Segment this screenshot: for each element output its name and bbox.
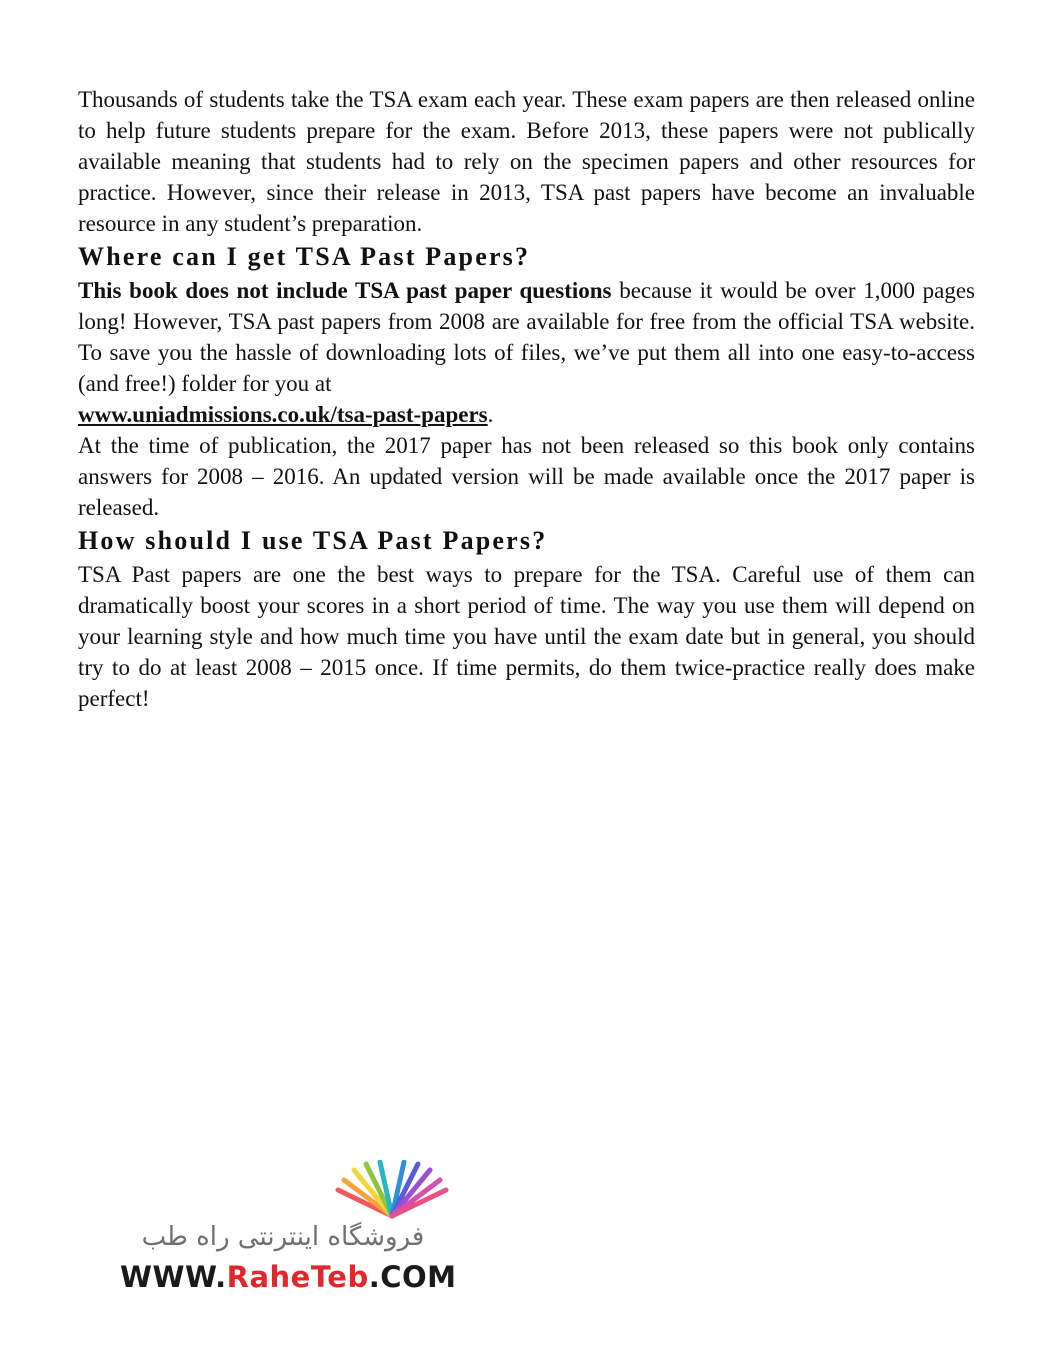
past-papers-link[interactable]: www.uniadmissions.co.uk/tsa-past-papers [78,402,488,427]
section-heading-where: Where can I get TSA Past Papers? [78,242,531,271]
rahetb-watermark [118,1160,457,1300]
publication-note-paragraph: At the time of publication, the 2017 paper has not been released so this book only contains answers for 2008 – 2016. An updated version will be made available once the 2017 paper is released. [78,433,975,520]
link-trailing-punct: . [487,402,494,427]
watermark-url-brand: RaheTeb [226,1260,369,1294]
watermark-url [120,1260,457,1294]
open-book-rainbow-icon [332,1160,452,1220]
section2-paragraph: TSA Past papers are one the best ways to prepare for the TSA. Careful use of them can dramatically boost your scores in a short period of time. The way you use them will depend on your learning style and how much time you have until the exam date but in general, you should try to do at least 2008 – 2015 once. If time permits, do them twice-practice really does make perfect! [78,562,975,711]
section1-paragraph [78,275,975,430]
watermark-persian-text: فروشگاه اینترنتی راه طب [141,1222,425,1252]
section-heading-how: How should I use TSA Past Papers? [78,526,548,555]
watermark-url-prefix: WWW. [120,1260,227,1294]
watermark-url-suffix: .COM [368,1260,457,1294]
intro-paragraph: Thousands of students take the TSA exam each year. These exam papers are then released online to help future students prepare for the exam. Before 2013, these papers were not publically available meaning that students had to rely on the specimen papers and other resources for practice. However, since their release in 2013, TSA past papers have become an invaluable resource in any student’s preparation. [78,87,975,236]
document-page [78,84,975,714]
section1-body-text: because it would be over 1,000 pages long! However, TSA past papers from 2008 are available for free from the official TSA website. To save you the hassle of downloading lots of files, we’ve put them all into one easy-to-access (and free!) folder for you at [78,278,975,396]
bold-lead-text: This book does not include TSA past paper questions [78,278,612,303]
